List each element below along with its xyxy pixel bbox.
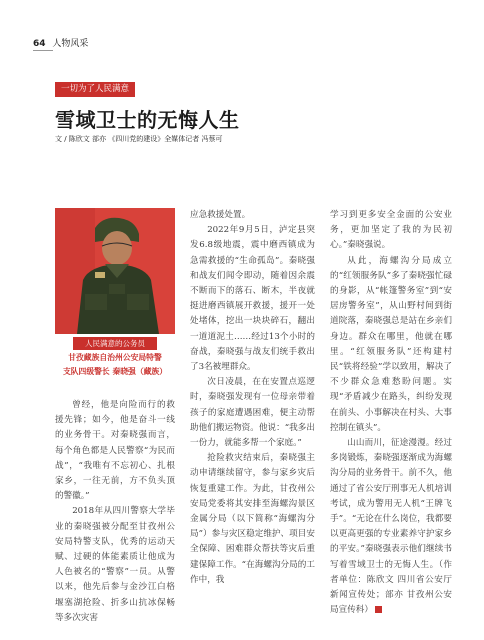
paragraph-text: 山山而川，征途漫漫。经过多岗锻炼，秦晓强逐渐成为海螺沟分局的业务骨干。前不久，他通过了省公安厅刑事无人机培训考试，成为警用无人机“王牌飞手”。“无论在什么岗位，我都要以更高更强的专业素养守护家乡的平安。”秦晓强表示他们继续书写着雪域卫士的无悔人生。（作者单位：陈欣文 四川省公安厅新闻宣传处；部亦 甘孜州公安局宣传科） bbox=[330, 438, 452, 616]
paragraph: 抢险救灾结束后，秦晓强主动申请继续留守，参与家乡灾后恢复重建工作。为此，甘孜州公安局党委将其安排至海螺沟景区金属分局（以下简称“海螺沟分局”）参与灾区稳定维护、项目安全保障、困难群众帮扶等灾后重建保障工作。“在海螺沟分局的工作中，我 bbox=[190, 453, 315, 585]
column-2 bbox=[190, 208, 315, 588]
end-mark-icon bbox=[375, 606, 382, 613]
column-1 bbox=[55, 398, 175, 626]
paragraph: 2022年9月5日，泸定县突发6.8级地震，震中磨西镇成为急需救援的“生命孤岛”。秦晓强和战友们闻令即动，随着因余震不断而下的落石、断木，半夜就挺进磨西镇展开救援，援开一处处堵体，挖出一块块碎石，翻出一道道泥土……经过13个小时的奋战，秦晓强与战友们统手救出了3名被埋群众。 bbox=[190, 225, 315, 373]
page-header bbox=[33, 36, 88, 49]
paragraph: 从此，海螺沟分局成立的“红领服务队”多了秦晓强忙碌的身影，从“帐篷警务室”到“安居房警务室”，从山野村间到街道院落，秦晓强总是站在乡亲们身边。群众在哪里，他就在哪里。“红领服务队”还构建村民“铁将经验”学以致用，解决了不少群众急难愁盼问题。实现“矛盾减少在路头，纠纷发现在前头、小事解决在村头、大事控制在镇头”。 bbox=[330, 255, 452, 433]
kicker-tag: 一切为了人民满意 bbox=[55, 82, 135, 97]
paragraph: 次日凌晨，在在安置点巡逻时，秦晓强发现有一位母亲带着孩子的家庭遭遇困难，便主动帮助他们搬运物资。他说：“我多出一份力，就能多帮一个家庭。” bbox=[190, 377, 315, 449]
paragraph: 学习到更多安全金面的公安业务，更加坚定了我的为民初心。”秦晓强说。 bbox=[330, 210, 452, 251]
paragraph: 2018年从四川警察大学毕业的秦晓强被分配至甘孜州公安局特警支队，优秀的运动天赋、过硬的体能素质让他成为人色被名的“警察”一员。从警以来，他先后参与金沙江白格堰塞湖抢险、折多山抗冰保畅等多次灾害 bbox=[55, 506, 175, 623]
officer-portrait-illustration bbox=[55, 208, 175, 334]
photo-caption bbox=[55, 334, 175, 380]
article-byline: 文 / 陈欣文 部亦 《四川党的建设》全媒体记者 冯蔡可 bbox=[55, 135, 223, 143]
paragraph bbox=[330, 436, 452, 618]
header-divider bbox=[33, 50, 53, 51]
article-title: 雪域卫士的无悔人生 bbox=[55, 108, 240, 132]
caption-line-2: 支队四级警长 秦晓强（藏族） bbox=[62, 367, 168, 376]
caption-badge: 人民满意的公务员 bbox=[73, 337, 157, 350]
paragraph: 应急救援处置。 bbox=[190, 210, 251, 220]
paragraph: 曾经，他是向险而行的救援先锋；如今，他是奋斗一线的业务骨干。对秦晓强而言，每个角色都是人民警察“为民而战”，“我唯有不忘初心、扎根家乡，一往无前，方不负头顶的警徽。” bbox=[55, 400, 175, 502]
officer-photo bbox=[55, 208, 175, 334]
caption-line-1: 甘孜藏族自治州公安局特警 bbox=[68, 353, 162, 362]
page-number: 64 bbox=[33, 39, 46, 49]
column-3 bbox=[330, 208, 452, 618]
section-name: 人物风采 bbox=[52, 39, 89, 49]
